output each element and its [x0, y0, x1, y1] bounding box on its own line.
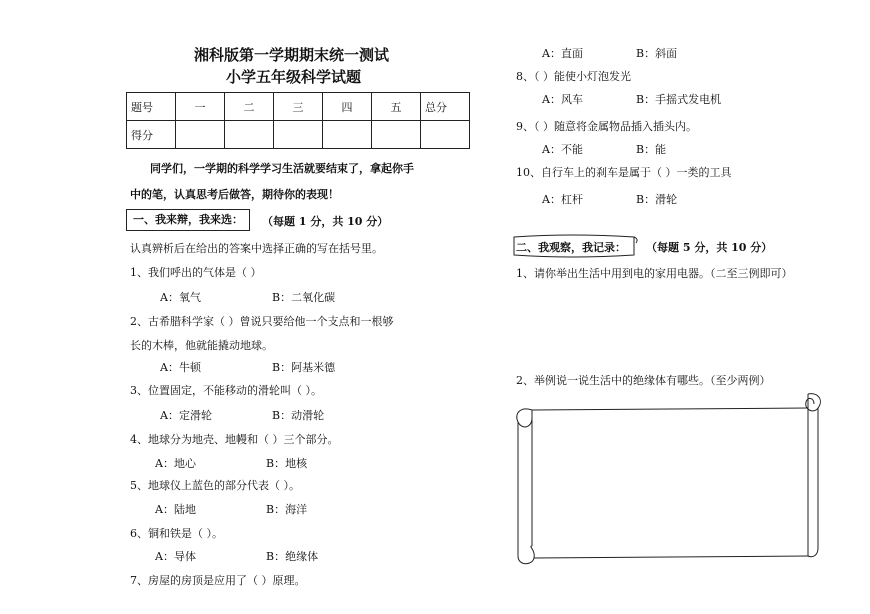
score-header-cell: 一 [176, 93, 225, 121]
option-b[interactable]: B：阿基米德 [272, 361, 336, 374]
option-b[interactable]: B：绝缘体 [266, 550, 319, 563]
scroll-answer-box[interactable] [512, 388, 824, 578]
intro-line: 中的笔，认真思考后做答，期待你的表现！ [130, 188, 339, 201]
intro-line: 同学们，一学期的科学学习生活就要结束了，拿起你手 [150, 162, 414, 175]
section1-heading: 一、我来辩，我来选： [126, 209, 250, 231]
score-cell[interactable] [421, 121, 470, 149]
score-header-cell: 五 [372, 93, 421, 121]
option-b[interactable]: B：手摇式发电机 [636, 93, 722, 106]
option-a[interactable]: A：不能 [542, 143, 583, 156]
section2-note: （每题 5 分，共 10 分） [646, 241, 773, 254]
exam-subtitle: 小学五年级科学试题 [226, 68, 362, 86]
score-cell[interactable] [176, 121, 225, 149]
question-8: 8、（ ）能使小灯泡发光 [516, 70, 631, 83]
score-cell[interactable] [225, 121, 274, 149]
option-b[interactable]: B：滑轮 [636, 193, 678, 206]
score-cell[interactable] [274, 121, 323, 149]
question-6: 6、铜和铁是（ ）。 [130, 527, 223, 540]
question-2-continued: 长的木棒，他就能撬动地球。 [130, 339, 273, 352]
question-4: 4、地球分为地壳、地幔和（ ）三个部分。 [130, 433, 339, 446]
option-a[interactable]: A：定滑轮 [160, 409, 212, 422]
score-table-header-row [127, 93, 470, 121]
option-a[interactable]: A：杠杆 [542, 193, 583, 206]
question-2: 2、古希腊科学家（ ）曾说只要给他一个支点和一根够 [130, 315, 394, 328]
option-a[interactable]: A：陆地 [155, 503, 196, 516]
score-table-score-row [127, 121, 470, 149]
section2-question-2: 2、举例说一说生活中的绝缘体有哪些。（至少两例） [516, 374, 771, 387]
exam-title: 湘科版第一学期期末统一测试 [194, 46, 390, 64]
score-header-cell: 三 [274, 93, 323, 121]
question-10: 10、自行车上的刹车是属于（ ）一类的工具 [516, 166, 732, 179]
option-a[interactable]: A：氧气 [160, 291, 201, 304]
score-row-label: 得分 [127, 121, 176, 149]
section1-instruction: 认真辨析后在给出的答案中选择正确的写在括号里。 [130, 242, 383, 255]
option-b[interactable]: B：能 [636, 143, 667, 156]
section2-question-1: 1、请你举出生活中用到电的家用电器。（二至三例即可） [516, 267, 793, 280]
score-header-cell: 二 [225, 93, 274, 121]
option-b[interactable]: B：地核 [266, 457, 308, 470]
option-a[interactable]: A：直面 [542, 47, 583, 60]
question-7: 7、房屋的房顶是应用了（ ）原理。 [130, 574, 306, 587]
option-b[interactable]: B：斜面 [636, 47, 678, 60]
option-a[interactable]: A：地心 [155, 457, 196, 470]
option-a[interactable]: A：导体 [155, 550, 196, 563]
question-3: 3、位置固定，不能移动的滑轮叫（ ）。 [130, 384, 322, 397]
option-b[interactable]: B：动滑轮 [272, 409, 325, 422]
option-b[interactable]: B：二氧化碳 [272, 291, 336, 304]
score-header-cell: 题号 [127, 93, 176, 121]
section2-heading: 二、我观察，我记录： [516, 241, 626, 254]
question-9: 9、（ ）随意将金属物品插入插头内。 [516, 120, 697, 133]
question-5: 5、地球仪上蓝色的部分代表（ ）。 [130, 479, 300, 492]
score-table [126, 92, 470, 149]
section1-note: （每题 1 分，共 10 分） [262, 215, 389, 228]
score-header-cell: 总分 [421, 93, 470, 121]
score-cell[interactable] [372, 121, 421, 149]
option-a[interactable]: A：风车 [542, 93, 583, 106]
option-b[interactable]: B：海洋 [266, 503, 308, 516]
question-1: 1、我们呼出的气体是（ ） [130, 266, 262, 279]
score-header-cell: 四 [323, 93, 372, 121]
option-a[interactable]: A：牛顿 [160, 361, 201, 374]
score-cell[interactable] [323, 121, 372, 149]
